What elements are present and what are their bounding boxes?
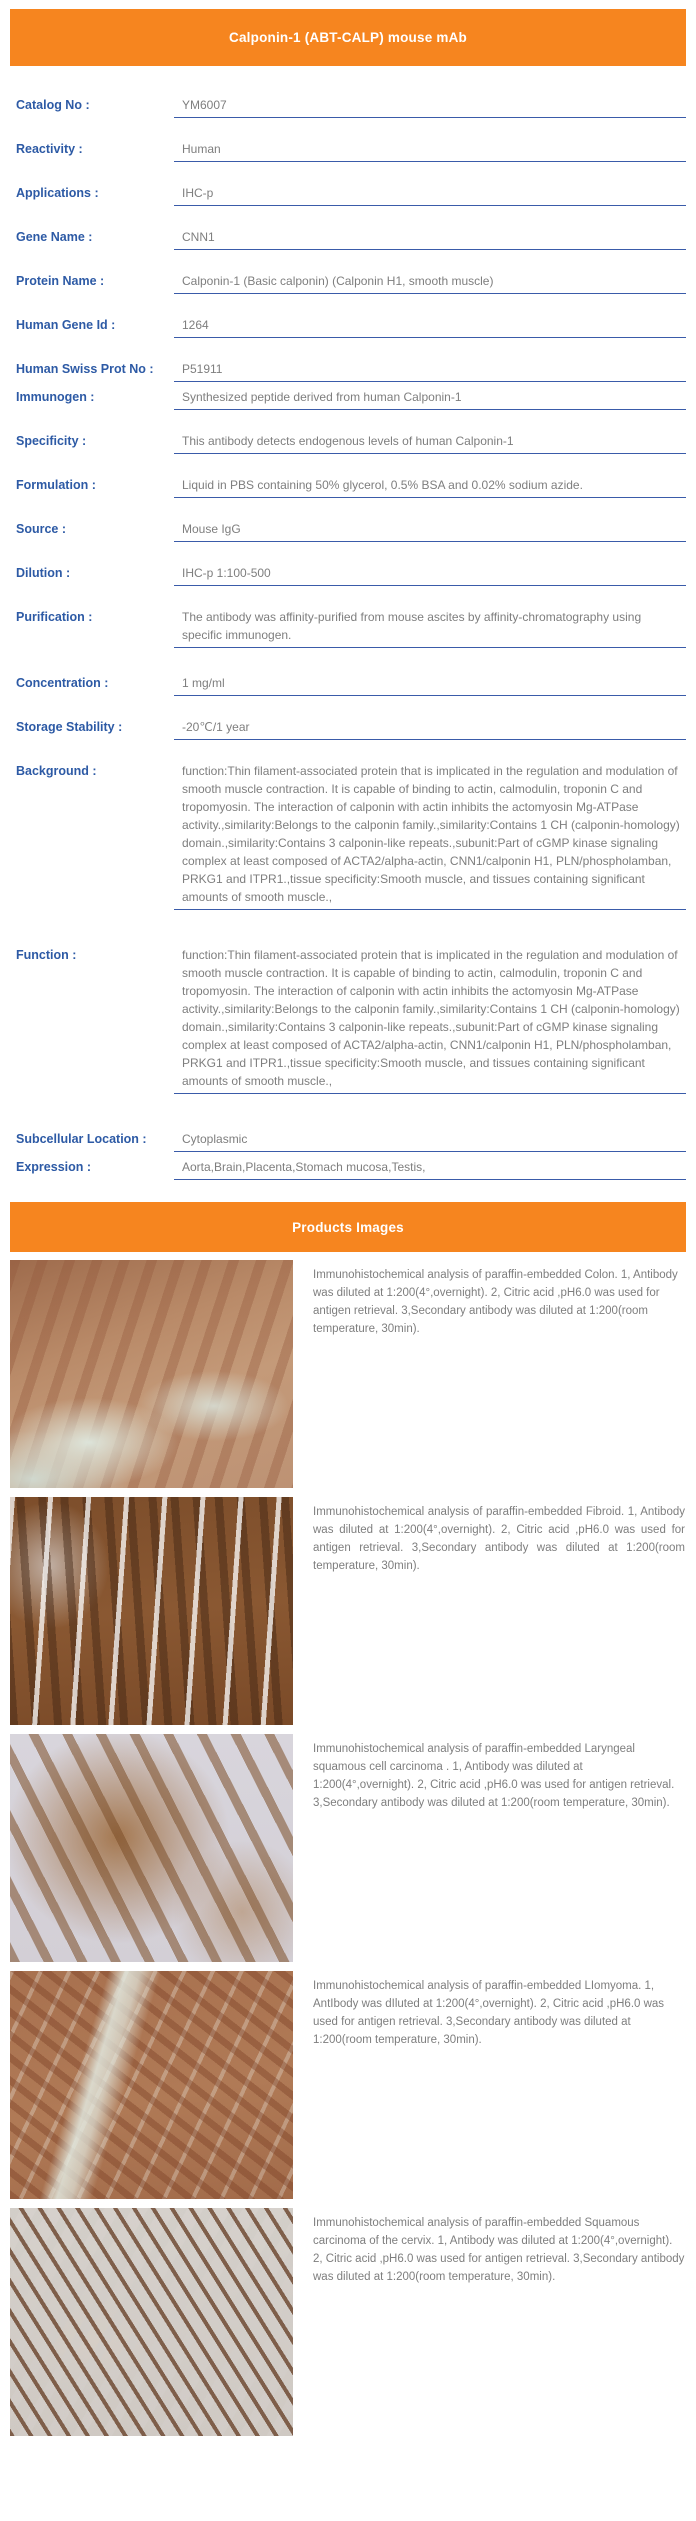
field-label: Reactivity : bbox=[16, 142, 83, 156]
field-value: function:Thin filament-associated protein that is implicated in the regulation and modulation of smooth muscle contraction. It is capable of binding to actin, calmodulin, troponin C and tropomyosin. The interaction of calponin with actin inhibits the actomyosin Mg-ATPase activity.,similarity:Belongs to the calponin family.,similarity:Contains 1 CH (calponin-homology) domain.,similarity:Contains 3 calponin-like repeats.,subunit:Part of cGMP kinase signaling complex at least composed of ACTA2/alpha-actin, CNN1/calponin H1, PLN/phospholamban, PRKG1 and ITPR1.,tissue specificity:Smooth muscle, and tissues containing significant amounts of smooth muscle., bbox=[174, 762, 686, 910]
field-label: Storage Stability : bbox=[16, 720, 123, 734]
field-row-human-gene-id bbox=[16, 316, 686, 338]
field-row-formulation bbox=[16, 476, 686, 498]
field-label: Dilution : bbox=[16, 566, 71, 580]
field-label: Applications : bbox=[16, 186, 99, 200]
field-row-background bbox=[16, 762, 686, 910]
field-row-specificity bbox=[16, 432, 686, 454]
field-value: 1264 bbox=[174, 316, 686, 338]
page-title: Calponin-1 (ABT-CALP) mouse mAb bbox=[229, 30, 467, 45]
field-label: Function : bbox=[16, 948, 77, 962]
datasheet-page bbox=[0, 9, 696, 2521]
ihc-image-cervix-carcinoma bbox=[10, 2208, 293, 2436]
field-label: Specificity : bbox=[16, 434, 87, 448]
product-row-cervix-carcinoma bbox=[10, 2208, 686, 2436]
products-images-title: Products Images bbox=[292, 1219, 404, 1235]
field-value: Synthesized peptide derived from human Calponin-1 bbox=[174, 388, 686, 410]
ihc-image-liomyoma bbox=[10, 1971, 293, 2199]
title-banner bbox=[10, 9, 686, 66]
field-label: Source : bbox=[16, 522, 67, 536]
field-label: Catalog No : bbox=[16, 98, 90, 112]
field-label: Human Swiss Prot No : bbox=[16, 362, 154, 376]
field-value: IHC-p 1:100-500 bbox=[174, 564, 686, 586]
field-row-storage-stability bbox=[16, 718, 686, 740]
product-caption: Immunohistochemical analysis of paraffin-embedded Laryngeal squamous cell carcinoma . 1, Antibody was diluted at 1:200(4°,overnight). 2, Citric acid ,pH6.0 was used for antigen retrieval. 3,Secondary antibody was diluted at 1:200(room temperature, 30min). bbox=[313, 1743, 675, 1810]
field-label: Immunogen : bbox=[16, 390, 95, 404]
field-row-immunogen bbox=[16, 388, 686, 410]
field-label: Expression : bbox=[16, 1160, 92, 1174]
field-row-reactivity bbox=[16, 140, 686, 162]
field-value: function:Thin filament-associated protein that is implicated in the regulation and modulation of smooth muscle contraction. It is capable of binding to actin, calmodulin, troponin C and tropomyosin. The interaction of calponin with actin inhibits the actomyosin Mg-ATPase activity.,similarity:Belongs to the calponin family.,similarity:Contains 1 CH (calponin-homology) domain.,similarity:Contains 3 calponin-like repeats.,subunit:Part of cGMP kinase signaling complex at least composed of ACTA2/alpha-actin, CNN1/calponin H1, PLN/phospholamban, PRKG1 and ITPR1.,tissue specificity:Smooth muscle, and tissues containing significant amounts of smooth muscle., bbox=[174, 946, 686, 1094]
field-list bbox=[16, 96, 686, 1180]
products-list bbox=[10, 1260, 686, 2436]
field-value: YM6007 bbox=[174, 96, 686, 118]
field-row-purification bbox=[16, 608, 686, 648]
field-value: Liquid in PBS containing 50% glycerol, 0.5% BSA and 0.02% sodium azide. bbox=[174, 476, 686, 498]
field-label: Protein Name : bbox=[16, 274, 105, 288]
field-value: Calponin-1 (Basic calponin) (Calponin H1, smooth muscle) bbox=[174, 272, 686, 294]
product-caption: Immunohistochemical analysis of paraffin-embedded Fibroid. 1, Antibody was diluted at 1:200(4°,overnight). 2, Citric acid ,pH6.0 was used for antigen retrieval. 3,Secondary antibody was diluted at 1:200(room temperature, 30min). bbox=[313, 1506, 685, 1573]
product-row-fibroid bbox=[10, 1497, 686, 1725]
field-row-concentration bbox=[16, 674, 686, 696]
field-value: Human bbox=[174, 140, 686, 162]
ihc-image-colon bbox=[10, 1260, 293, 1488]
field-value: IHC-p bbox=[174, 184, 686, 206]
field-label: Background : bbox=[16, 764, 97, 778]
field-row-gene-name bbox=[16, 228, 686, 250]
field-label: Formulation : bbox=[16, 478, 96, 492]
products-images-banner bbox=[10, 1202, 686, 1252]
field-label: Concentration : bbox=[16, 676, 109, 690]
field-row-subcellular-location bbox=[16, 1130, 686, 1152]
field-value: This antibody detects endogenous levels of human Calponin-1 bbox=[174, 432, 686, 454]
field-row-applications bbox=[16, 184, 686, 206]
product-caption: Immunohistochemical analysis of paraffin-embedded Squamous carcinoma of the cervix. 1, Antibody was diluted at 1:200(4°,overnight). 2, Citric acid ,pH6.0 was used for antigen retrieval. 3,Secondary antibody was diluted at 1:200(room temperature, 30min). bbox=[313, 2217, 685, 2284]
product-row-laryngeal-carcinoma bbox=[10, 1734, 686, 1962]
field-value: The antibody was affinity-purified from mouse ascites by affinity-chromatography using specific immunogen. bbox=[174, 608, 686, 648]
ihc-image-laryngeal-carcinoma bbox=[10, 1734, 293, 1962]
product-caption: Immunohistochemical analysis of paraffin-embedded LIomyoma. 1, AntIbody was dIluted at 1:200(4°,overnight). 2, Citric acid ,pH6.0 was used for antigen retrieval. 3,Secondary antibody was diluted at 1:200(room temperature, 30min). bbox=[313, 1980, 665, 2047]
product-caption: Immunohistochemical analysis of paraffin-embedded Colon. 1, Antibody was diluted at 1:200(4°,overnight). 2, Citric acid ,pH6.0 was used for antigen retrieval. 3,Secondary antibody was diluted at 1:200(room temperature, 30min). bbox=[313, 1269, 678, 1336]
field-value: Mouse IgG bbox=[174, 520, 686, 542]
field-label: Gene Name : bbox=[16, 230, 93, 244]
field-row-source bbox=[16, 520, 686, 542]
field-row-catalog-no bbox=[16, 96, 686, 118]
field-row-function bbox=[16, 946, 686, 1094]
field-label: Purification : bbox=[16, 610, 93, 624]
field-value: -20℃/1 year bbox=[174, 718, 686, 740]
field-value: Cytoplasmic bbox=[174, 1130, 686, 1152]
field-label: Subcellular Location : bbox=[16, 1132, 147, 1146]
field-row-dilution bbox=[16, 564, 686, 586]
field-row-expression bbox=[16, 1158, 686, 1180]
field-value: CNN1 bbox=[174, 228, 686, 250]
field-value: Aorta,Brain,Placenta,Stomach mucosa,Testis, bbox=[174, 1158, 686, 1180]
field-value: P51911 bbox=[174, 360, 686, 382]
product-row-colon bbox=[10, 1260, 686, 1488]
field-value: 1 mg/ml bbox=[174, 674, 686, 696]
field-row-protein-name bbox=[16, 272, 686, 294]
ihc-image-fibroid bbox=[10, 1497, 293, 1725]
field-label: Human Gene Id : bbox=[16, 318, 116, 332]
product-row-liomyoma bbox=[10, 1971, 686, 2199]
field-row-swiss-prot-no bbox=[16, 360, 686, 382]
